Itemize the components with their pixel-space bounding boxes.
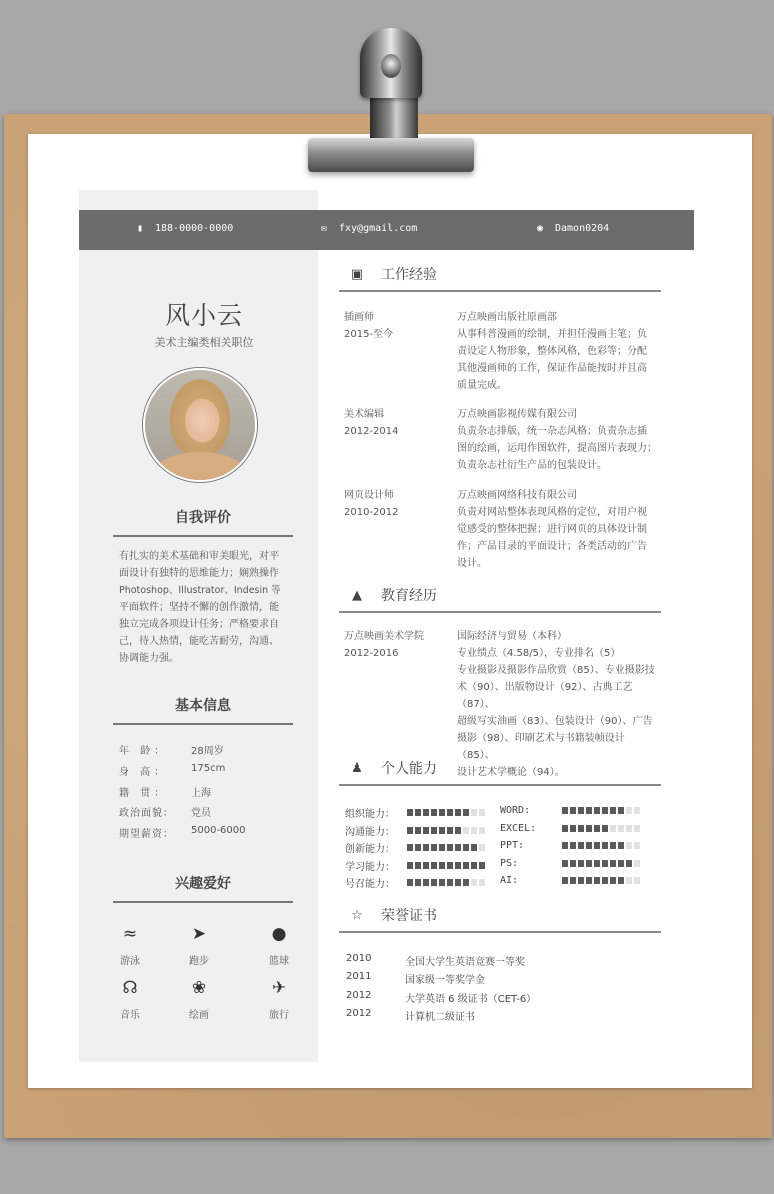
hobby-running: ➤ 跑步	[174, 922, 224, 967]
info-row-height: 身 高： 175cm	[119, 763, 226, 778]
info-row-politics: 政治面貌： 党员	[119, 808, 211, 819]
contact-phone: ▮ 188-0000-0000	[133, 223, 233, 234]
swimming-icon: ≈	[122, 924, 138, 944]
skill-level-bar	[407, 844, 485, 851]
skill-row	[345, 805, 485, 820]
headphones-icon: ☊	[122, 978, 138, 998]
work-heading: ▣ 工作经验	[339, 266, 661, 292]
skill-level-bar	[407, 827, 485, 834]
skills-heading: ♟ 个人能力	[339, 760, 661, 786]
skill-label: PPT:	[500, 840, 525, 851]
job-3-detail: 万点映画网络科技有限公司 负责对网站整体表现风格的定位，对用户视 觉感受的整体把握；进行网页的具体设计制 作；产品目录的平面设计；各类活动的广告 设计。	[457, 490, 647, 569]
honor-row: 2011 国家级一等奖学金	[346, 971, 485, 986]
honor-row: 2012 计算机二级证书	[346, 1008, 475, 1023]
skill-label: 沟通能力：	[345, 826, 395, 838]
skill-row	[500, 823, 640, 834]
palette-icon: ❀	[191, 978, 207, 998]
skill-row	[345, 875, 485, 890]
profile-title: 美术主编类相关职位	[154, 336, 254, 349]
skill-level-bar	[562, 842, 640, 849]
honors-heading: ☆ 荣誉证书	[339, 907, 661, 933]
contact-email[interactable]: ✉ fxy@gmail.com	[317, 223, 417, 234]
contact-bar	[79, 210, 694, 250]
skill-row	[345, 840, 485, 855]
job-2-detail: 万点映画影视传媒有限公司 负责杂志排版，统一杂志风格；负责杂志插 图的绘画，运用作图软件，提高图片表现力； 负责杂志社衍生产品的包装设计。	[457, 409, 657, 471]
skill-row	[345, 823, 485, 838]
info-row-hometown: 籍 贯： 上海	[119, 788, 211, 799]
clip-base	[308, 138, 474, 172]
hobby-swimming: ≈ 游泳	[105, 922, 155, 967]
education-detail: 国际经济与贸易（本科） 专业绩点（4.58/5），专业排名（5） 专业摄影及摄影作品欣赏（85）、专业摄影技 术（90）、出版物设计（92）、古典工艺（87）、 超级写实油画（83）、包装设计（90）、广告 摄影（98）、印刷艺术与书籍装帧设计（85）、 设计艺术学概论（94）。	[457, 631, 655, 778]
skill-level-bar	[562, 877, 640, 884]
honor-row: 2010 全国大学生英语竞赛一等奖	[346, 953, 525, 968]
graduation-cap-icon: ▲	[352, 588, 362, 603]
skill-label: PS:	[500, 857, 519, 869]
skill-level-bar	[562, 825, 640, 832]
job-1-meta: 插画师 2015-至今	[344, 312, 394, 340]
briefcase-icon: ▣	[350, 267, 364, 282]
phone-icon: ▮	[136, 223, 144, 234]
hobby-music: ☊ 音乐	[105, 976, 155, 1021]
skill-label: 创新能力：	[345, 844, 395, 855]
skill-level-bar	[407, 809, 485, 816]
job-1-detail: 万点映画出版社原画部 从事科普漫画的绘制，并担任漫画主笔；负 责设定人物形象，整体风格，色彩等；分配 其他漫画师的工作，保证作品能按时并且高 质量完成。	[457, 312, 647, 391]
avatar	[143, 368, 257, 482]
skill-row	[500, 840, 640, 851]
user-plus-icon: ♟	[351, 761, 363, 776]
contact-weibo[interactable]: ◉ Damon0204	[533, 223, 609, 234]
hobby-painting: ❀ 绘画	[174, 976, 224, 1021]
honor-row: 2012 大学英语 6 级证书（CET-6）	[346, 990, 537, 1005]
education-meta: 万点映画美术学院 2012-2016	[344, 631, 424, 659]
skill-label: 组织能力：	[345, 809, 395, 820]
running-icon: ➤	[191, 924, 207, 944]
skill-label: 号召能力：	[345, 879, 395, 890]
basketball-icon: ●	[271, 924, 287, 944]
skill-label: WORD:	[500, 805, 531, 816]
skill-level-bar	[407, 862, 485, 869]
info-row-age: 年 龄： 28周岁	[119, 746, 224, 757]
education-heading: ▲ 教育经历	[339, 587, 661, 613]
clip-neck	[370, 92, 418, 142]
hobby-travel: ✈ 旅行	[254, 976, 304, 1021]
skill-row	[500, 858, 640, 869]
trophy-icon: ☆	[351, 908, 363, 923]
skill-row	[500, 875, 640, 886]
clip-hole	[381, 54, 401, 78]
mail-icon: ✉	[320, 223, 328, 234]
skill-row	[500, 805, 640, 816]
airplane-icon: ✈	[271, 978, 287, 998]
hobbies-heading: 兴趣爱好	[113, 873, 293, 903]
skill-level-bar	[407, 879, 485, 886]
skill-level-bar	[562, 807, 640, 814]
profile-name: 风小云	[164, 301, 243, 330]
job-2-meta: 美术编辑 2012-2014	[344, 409, 399, 437]
job-3-meta: 网页设计师 2010-2012	[344, 490, 399, 518]
skill-label: 学习能力：	[345, 861, 395, 873]
skill-level-bar	[562, 860, 640, 867]
skill-row	[345, 858, 485, 873]
info-row-salary: 期望薪资： 5000-6000	[119, 825, 246, 840]
hobby-basketball: ● 篮球	[254, 922, 304, 967]
weibo-icon: ◉	[536, 223, 544, 234]
skill-label: EXCEL:	[500, 822, 537, 834]
skill-label: AI:	[500, 875, 519, 886]
self-eval-text: 有扎实的美术基础和审美眼光，对平 面设计有独特的思维能力；娴熟操作 Photoshop、Illustrator、Indesin 等 平面软件；坚持不懈的创作激情，能 独立完成各项设计任务；严格要求自 己，待人热情，能吃苦耐劳，沟通、 协调能力强。	[119, 551, 281, 664]
basic-info-heading: 基本信息	[113, 695, 293, 725]
self-eval-heading: 自我评价	[113, 507, 293, 537]
